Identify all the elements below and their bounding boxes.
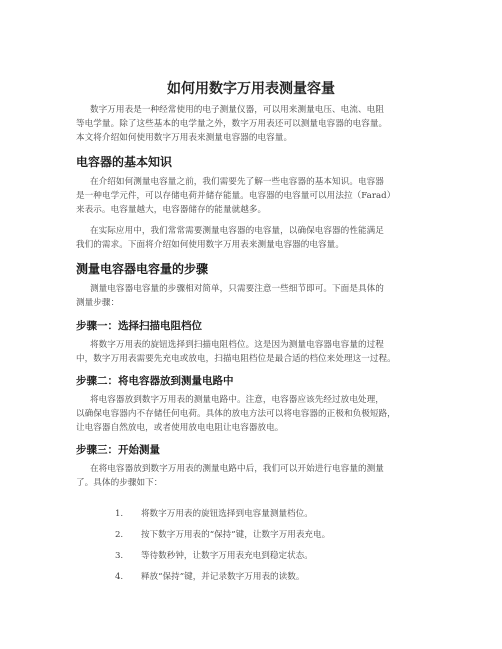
section1-p1-line-3: 来表示。电容量越大，电容器储存的能量就越多。: [76, 205, 267, 215]
list-item-text: 按下数字万用表的“保持”键，让数字万用表充电。: [140, 530, 331, 540]
document-title: 如何用数字万用表测量容量: [167, 81, 335, 97]
step2-line-3: 让电容器自然放电，或者使用放电电阻让电容器放电。: [76, 423, 284, 433]
step1-line-2: 中，数字万用表需要先充电或放电，扫描电阻档位是最合适的档位来处理这一过程。: [76, 354, 396, 364]
section2-p1-line-2: 测量步骤：: [76, 298, 120, 308]
section-heading-measurement-steps: 测量电容器电容量的步骤: [76, 262, 209, 276]
intro-line-1: 数字万用表是一种经常使用的电子测量仪器，可以用来测量电压、电流、电阻: [90, 105, 384, 115]
step2-line-1: 将电容器放到数字万用表的测量电路中。注意，电容器应该先经过放电处理，: [90, 395, 384, 405]
section-heading-capacitor-basics: 电容器的基本知识: [76, 155, 173, 169]
list-item-text: 释放“保持”键，并记录数字万用表的读数。: [140, 572, 305, 582]
step2-heading: 步骤二：将电容器放到测量电路中: [76, 375, 234, 387]
section1-p1-line-2: 是一种电学元件，可以存储电荷并储存能量。电容器的电容量可以用法拉（Farad）: [76, 191, 396, 201]
step1-line-1: 将数字万用表的旋钮选择到扫描电阻档位。这是因为测量电容器电容量的过程: [90, 340, 384, 350]
list-item-number: 3.: [114, 551, 124, 561]
step3-line-1: 在将电容器放到数字万用表的测量电路中后，我们可以开始进行电容量的测量: [90, 464, 384, 474]
list-item-number: 1.: [114, 509, 124, 519]
intro-line-2: 等电学量。除了这些基本的电学量之外，数字万用表还可以测量电容器的电容量。: [76, 119, 388, 129]
section1-p1-line-1: 在介绍如何测量电容量之前，我们需要先了解一些电容器的基本知识。电容器: [90, 177, 384, 187]
list-item-text: 等待数秒钟，让数字万用表充电到稳定状态。: [140, 551, 313, 561]
step3-heading: 步骤三：开始测量: [76, 444, 160, 456]
list-item-number: 4.: [114, 572, 124, 582]
section2-p1-line-1: 测量电容器电容量的步骤相对简单，只需要注意一些细节即可。下面是具体的: [90, 284, 384, 294]
list-item: [104, 560, 304, 592]
step1-heading: 步骤一：选择扫描电阻档位: [76, 320, 202, 332]
section1-p2-line-1: 在实际应用中，我们常常需要测量电容器的电容量，以确保电容器的性能满足: [90, 226, 384, 236]
step2-line-2: 以确保电容器内不存储任何电荷。具体的放电方法可以将电容器的正极和负极短路，: [76, 409, 396, 419]
list-item-number: 2.: [114, 530, 124, 540]
section1-p2-line-2: 我们的需求。下面将介绍如何使用数字万用表来测量电容器的电容量。: [76, 240, 344, 250]
intro-line-3: 本文将介绍如何使用数字万用表来测量电容器的电容量。: [76, 133, 293, 143]
list-item-text: 将数字万用表的旋钮选择到电容量测量档位。: [140, 509, 313, 519]
step3-line-2: 了。具体的步骤如下：: [76, 478, 163, 488]
